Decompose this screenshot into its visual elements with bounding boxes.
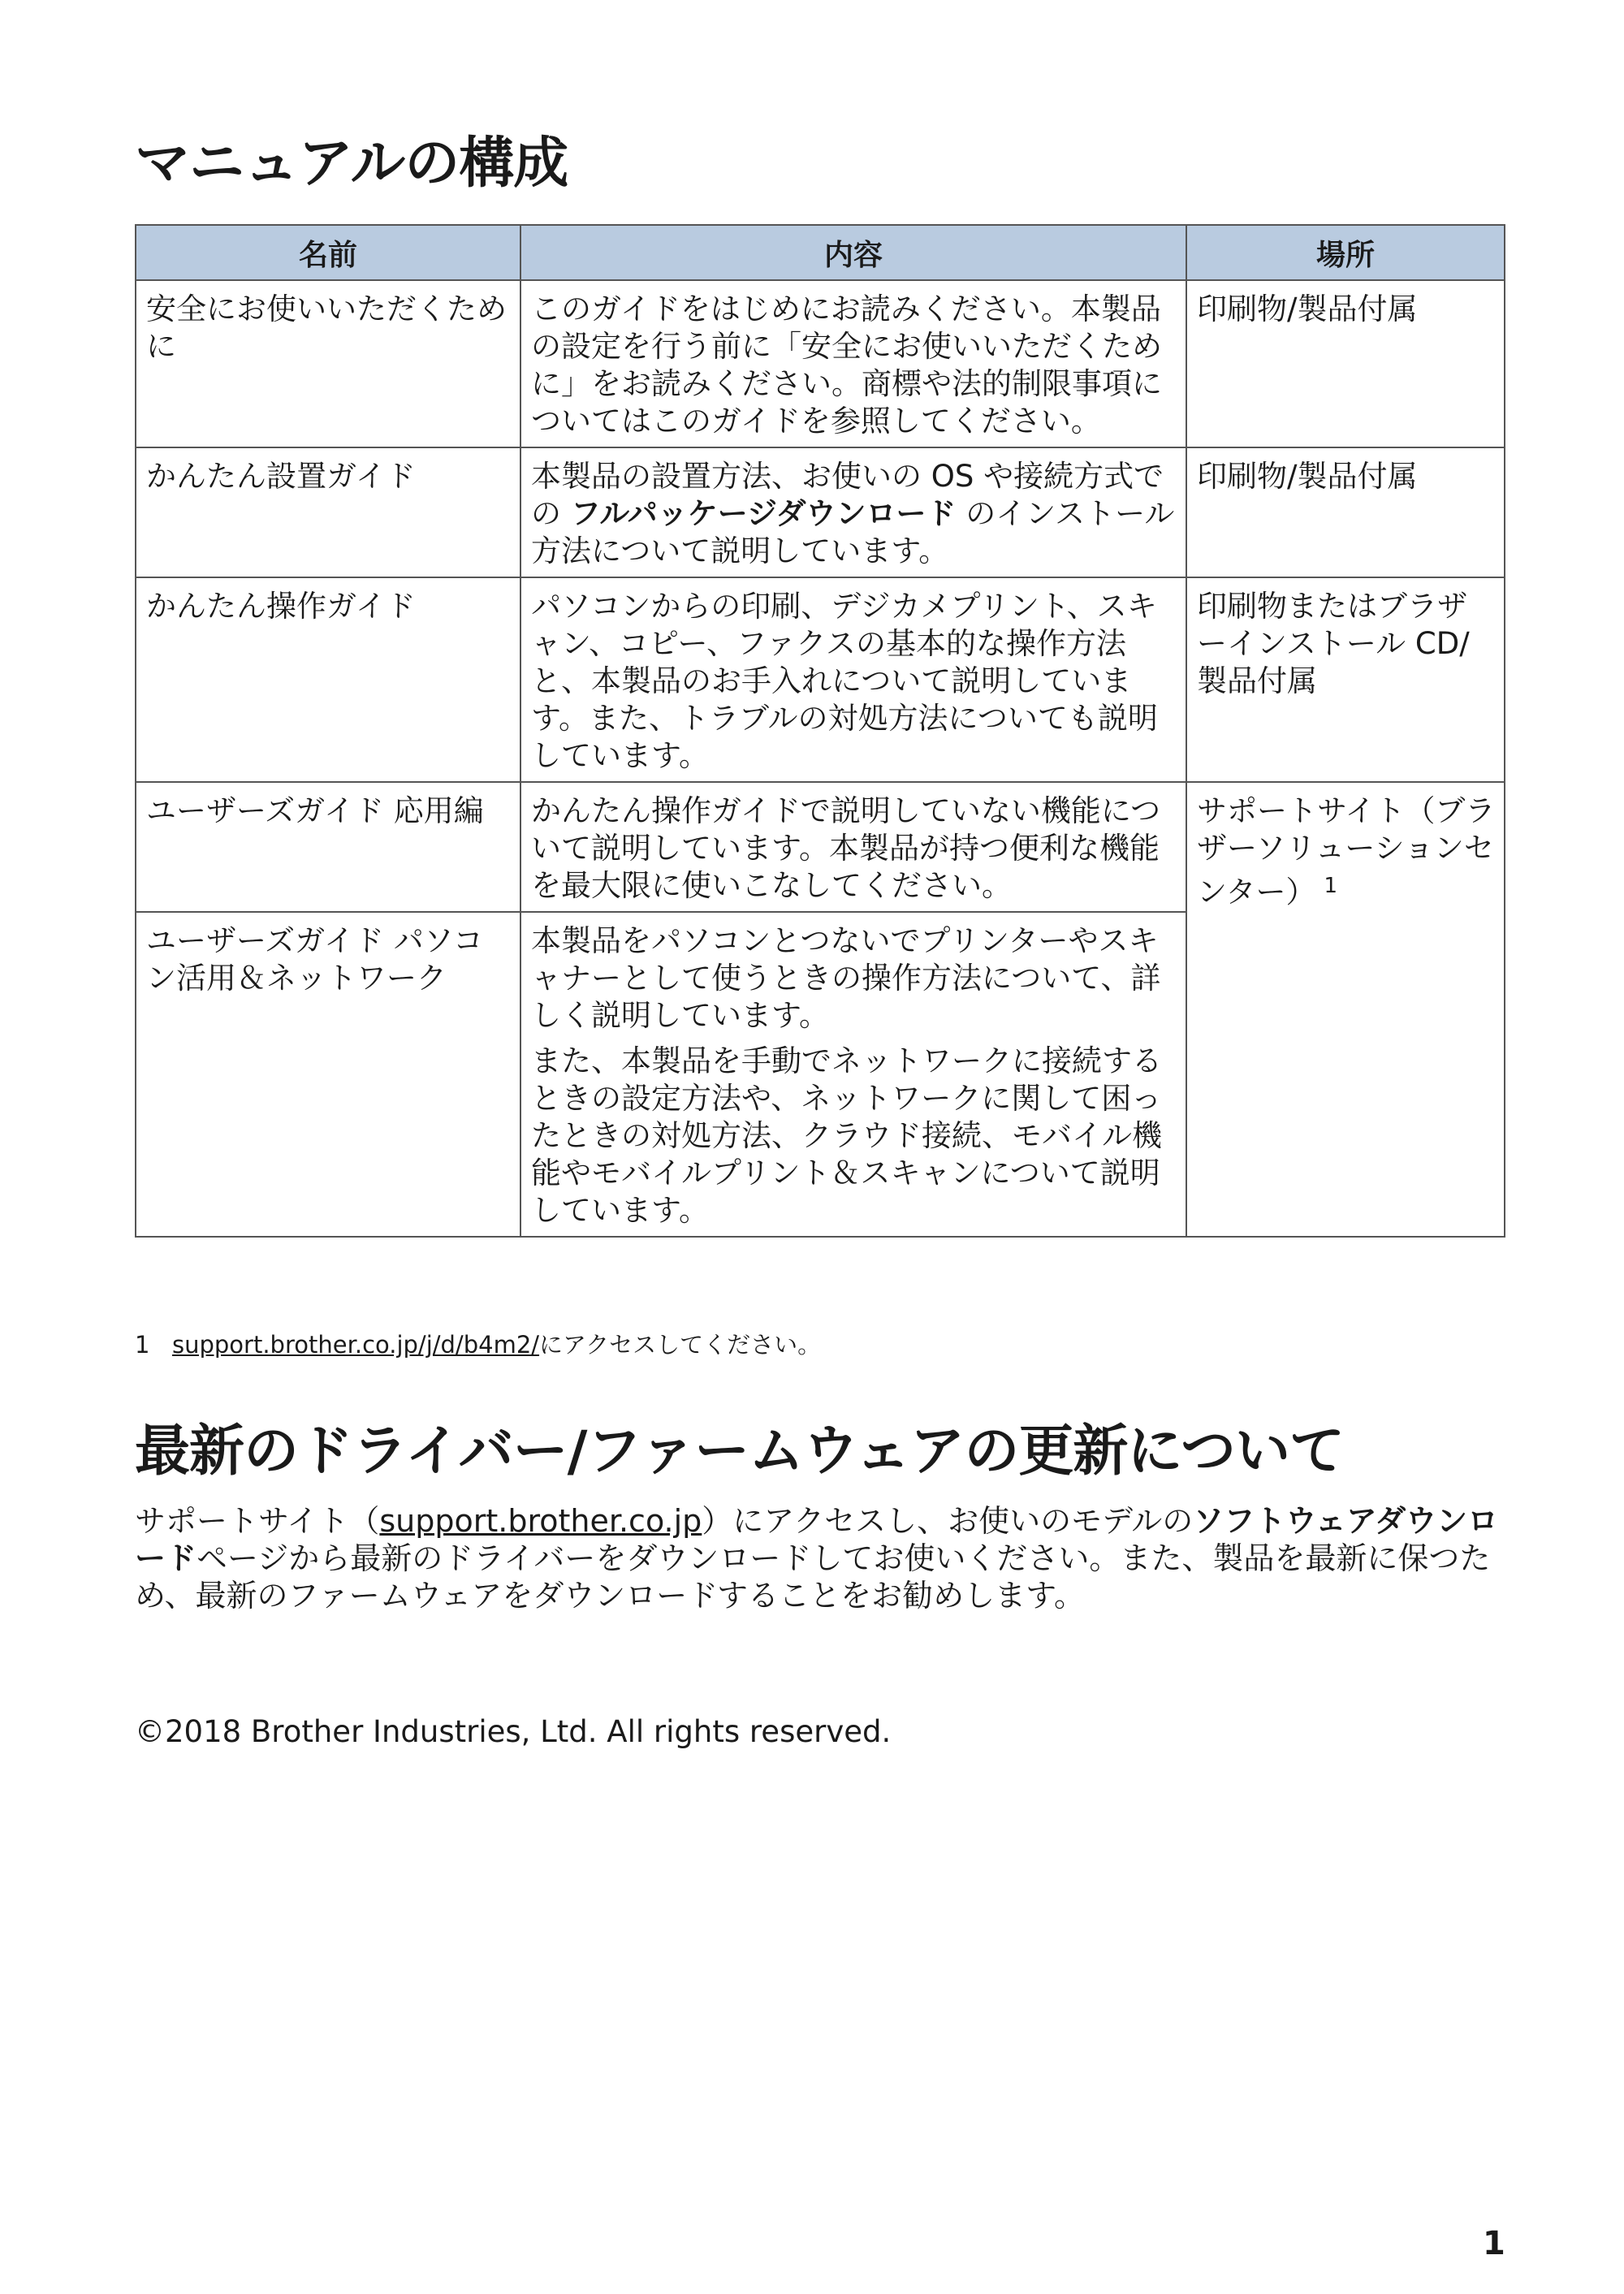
location-text: サポートサイト（ブラザーソリューションセンター） xyxy=(1197,793,1496,909)
copyright: ©2018 Brother Industries, Ltd. All rights reserved. xyxy=(135,1714,892,1749)
footnote-marker: 1 xyxy=(1324,874,1338,898)
table-row xyxy=(136,447,1505,577)
row-location-cell: 印刷物またはブラザーインストール CD/製品付属 xyxy=(1186,577,1505,782)
footnote xyxy=(135,1328,821,1361)
column-header-name: 名前 xyxy=(136,225,520,280)
row-content-cell xyxy=(520,912,1186,1237)
row-location-cell: 印刷物/製品付属 xyxy=(1186,280,1505,447)
column-header-content: 内容 xyxy=(520,225,1186,280)
row-location-cell xyxy=(1186,782,1505,1237)
manual-table xyxy=(135,224,1505,1238)
row-name-cell: ユーザーズガイド 応用編 xyxy=(136,782,520,912)
footnote-link[interactable]: support.brother.co.jp/j/d/b4m2/ xyxy=(172,1331,540,1359)
paragraph-text: ページから最新のドライバーをダウンロードしてお使いください。また、製品を最新に保つため、最新のファームウェアをダウンロードすることをお勧めします。 xyxy=(135,1540,1491,1614)
row-content-cell: かんたん操作ガイドで説明していない機能について説明しています。本製品が持つ便利な機能を最大限に使いこなしてください。 xyxy=(520,782,1186,912)
heading-update: 最新のドライバー/ファームウェアの更新について xyxy=(135,1419,1344,1484)
content-text: 本製品の設置方法、お使いの OS や接続方式での xyxy=(531,459,1164,531)
software-download-bold: ソフトウェアダウンロード xyxy=(135,1503,1499,1576)
row-name-cell: 安全にお使いいただくために xyxy=(136,280,520,447)
page-number: 1 xyxy=(1483,2225,1505,2262)
row-location-cell: 印刷物/製品付属 xyxy=(1186,447,1505,577)
footnote-number: 1 xyxy=(135,1331,150,1359)
row-name-cell: かんたん設置ガイド xyxy=(136,447,520,577)
row-name-cell: ユーザーズガイド パソコン活用＆ネットワーク xyxy=(136,912,520,1237)
content-bold-text: フルパッケージダウンロード xyxy=(570,496,957,531)
content-text: のインストール方法について説明しています。 xyxy=(531,496,1175,568)
content-paragraph: 本製品をパソコンとつないでプリンターやスキャナーとして使うときの操作方法について、詳しく説明しています。 xyxy=(531,923,1161,1033)
paragraph-text: ）にアクセスし、お使いのモデルの xyxy=(702,1503,1194,1539)
support-site-link[interactable]: support.brother.co.jp xyxy=(379,1503,702,1539)
table-row xyxy=(136,577,1505,782)
row-name-cell: かんたん操作ガイド xyxy=(136,577,520,782)
table-row xyxy=(136,280,1505,447)
row-content-cell: このガイドをはじめにお読みください。本製品の設定を行う前に「安全にお使いいただくために」をお読みください。商標や法的制限事項についてはこのガイドを参照してください。 xyxy=(520,280,1186,447)
row-content-cell: パソコンからの印刷、デジカメプリント、スキャン、コピー、ファクスの基本的な操作方法と、本製品のお手入れについて説明しています。また、トラブルの対処方法についても説明しています。 xyxy=(520,577,1186,782)
table-row xyxy=(136,782,1505,912)
column-header-location: 場所 xyxy=(1186,225,1505,280)
update-paragraph xyxy=(135,1502,1507,1614)
paragraph-text: サポートサイト（ xyxy=(135,1503,380,1539)
table-header-row xyxy=(136,225,1505,280)
footnote-text: にアクセスしてください。 xyxy=(539,1331,822,1359)
content-paragraph: また、本製品を手動でネットワークに接続するときの設定方法や、ネットワークに関して困ったときの対処方法、クラウド接続、モバイル機能やモバイルプリント＆スキャンについて説明しています。 xyxy=(531,1043,1162,1228)
row-content-cell xyxy=(520,447,1186,577)
heading-manual-structure: マニュアルの構成 xyxy=(135,132,568,196)
